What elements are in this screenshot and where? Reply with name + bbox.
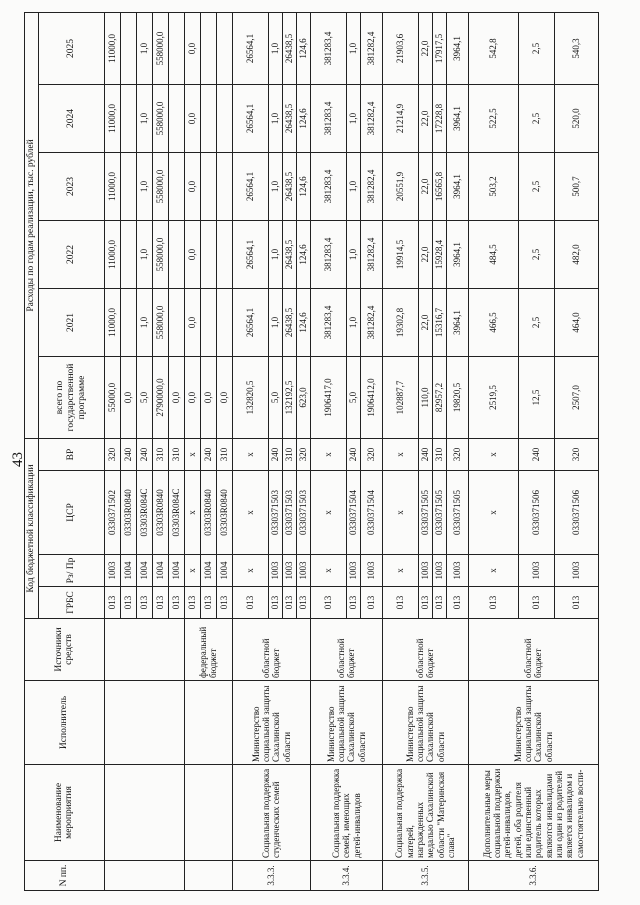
- year-value-cell: 3964,1: [446, 220, 468, 288]
- vr-cell: 240: [200, 438, 216, 470]
- csr-cell: 0330371503: [296, 471, 310, 555]
- year-value-cell: 22,0: [418, 288, 432, 356]
- year-value-cell: [120, 12, 136, 84]
- year-value-cell: 484,5: [468, 220, 518, 288]
- year-value-cell: 16565,8: [432, 152, 446, 220]
- year-value-cell: 26564,1: [232, 12, 268, 84]
- year-value-cell: 1,0: [268, 12, 282, 84]
- year-value-cell: 1,0: [136, 152, 152, 220]
- rzpr-cell: 1003: [554, 555, 598, 587]
- year-value-cell: 124,6: [296, 220, 310, 288]
- year-value-cell: 381283,4: [310, 84, 346, 152]
- header-exec: Исполнитель: [25, 681, 105, 765]
- rzpr-cell: 1003: [296, 555, 310, 587]
- year-value-cell: 22,0: [418, 220, 432, 288]
- table-row: [104, 12, 120, 890]
- csr-cell: 0330371505: [432, 471, 446, 555]
- total-cell: 5,0: [136, 356, 152, 438]
- year-value-cell: 26438,5: [282, 220, 296, 288]
- year-value-cell: 124,6: [296, 12, 310, 84]
- rzpr-cell: 1004: [200, 555, 216, 587]
- year-value-cell: 540,3: [554, 12, 598, 84]
- header-year-2023: 2023: [38, 152, 104, 220]
- grbs-cell: 013: [346, 587, 360, 619]
- grbs-cell: 013: [104, 587, 120, 619]
- rzpr-cell: 1004: [168, 555, 184, 587]
- year-value-cell: [216, 288, 232, 356]
- vr-cell: 320: [360, 438, 382, 470]
- year-value-cell: [200, 152, 216, 220]
- year-value-cell: [200, 12, 216, 84]
- rzpr-cell: x: [468, 555, 518, 587]
- csr-cell: x: [382, 471, 418, 555]
- csr-cell: 03303R084C: [168, 471, 184, 555]
- header-source: Источники средств: [25, 619, 105, 681]
- total-cell: 132192,5: [282, 356, 296, 438]
- funding-source: областной бюджет: [310, 619, 382, 681]
- year-value-cell: 26564,1: [232, 152, 268, 220]
- total-cell: 55000,0: [104, 356, 120, 438]
- rzpr-cell: 1004: [136, 555, 152, 587]
- year-value-cell: 1,0: [346, 12, 360, 84]
- year-value-cell: 381283,4: [310, 288, 346, 356]
- funding-source: областной бюджет: [232, 619, 310, 681]
- year-value-cell: 542,8: [468, 12, 518, 84]
- csr-cell: x: [184, 471, 200, 555]
- total-cell: 5,0: [346, 356, 360, 438]
- grbs-cell: 013: [432, 587, 446, 619]
- header-name: Наименование мероприятия: [25, 765, 105, 861]
- funding-source: [104, 619, 184, 681]
- funding-source: областной бюджет: [382, 619, 468, 681]
- year-value-cell: 3964,1: [446, 288, 468, 356]
- year-value-cell: 22,0: [418, 84, 432, 152]
- year-value-cell: [216, 152, 232, 220]
- vr-cell: 310: [168, 438, 184, 470]
- year-value-cell: 381282,4: [360, 152, 382, 220]
- total-cell: 12,5: [518, 356, 554, 438]
- csr-cell: 0330371506: [554, 471, 598, 555]
- header-grbs: ГРБС: [38, 587, 104, 619]
- year-value-cell: 26438,5: [282, 12, 296, 84]
- year-value-cell: [120, 84, 136, 152]
- executor: Министерство социальной защиты Сахалинской области: [310, 681, 382, 765]
- csr-cell: x: [232, 471, 268, 555]
- year-value-cell: 124,6: [296, 84, 310, 152]
- year-value-cell: [120, 288, 136, 356]
- row-number: 3.3.5.: [382, 861, 468, 891]
- vr-cell: 240: [120, 438, 136, 470]
- row-number: 3.3.3.: [232, 861, 310, 891]
- row-number: [184, 861, 232, 891]
- year-value-cell: [216, 220, 232, 288]
- rzpr-cell: x: [382, 555, 418, 587]
- rzpr-cell: 1003: [346, 555, 360, 587]
- year-value-cell: 381282,4: [360, 12, 382, 84]
- table-row: [382, 12, 418, 890]
- year-value-cell: [168, 220, 184, 288]
- year-value-cell: 558000,0: [152, 12, 168, 84]
- year-value-cell: [168, 288, 184, 356]
- measure-name: [104, 765, 184, 861]
- header-vr: ВР: [38, 438, 104, 470]
- rzpr-cell: x: [184, 555, 200, 587]
- vr-cell: 310: [432, 438, 446, 470]
- executor: Министерство социальной защиты Сахалинской области: [232, 681, 310, 765]
- rzpr-cell: 1003: [268, 555, 282, 587]
- grbs-cell: 013: [554, 587, 598, 619]
- csr-cell: 0330371503: [282, 471, 296, 555]
- grbs-cell: 013: [136, 587, 152, 619]
- vr-cell: 240: [346, 438, 360, 470]
- year-value-cell: [216, 84, 232, 152]
- total-cell: 0,0: [216, 356, 232, 438]
- year-value-cell: 1,0: [268, 152, 282, 220]
- rzpr-cell: 1003: [518, 555, 554, 587]
- year-value-cell: 381282,4: [360, 220, 382, 288]
- rzpr-cell: 1003: [104, 555, 120, 587]
- total-cell: 102887,7: [382, 356, 418, 438]
- year-value-cell: 1,0: [346, 84, 360, 152]
- rzpr-cell: 1003: [432, 555, 446, 587]
- year-value-cell: [200, 220, 216, 288]
- vr-cell: x: [310, 438, 346, 470]
- vr-cell: 240: [268, 438, 282, 470]
- vr-cell: 240: [518, 438, 554, 470]
- year-value-cell: 558000,0: [152, 84, 168, 152]
- row-number: 3.3.6.: [468, 861, 598, 891]
- year-value-cell: 11000,0: [104, 288, 120, 356]
- rzpr-cell: 1004: [152, 555, 168, 587]
- table-body: [104, 12, 598, 890]
- total-cell: 2507,0: [554, 356, 598, 438]
- year-value-cell: 558000,0: [152, 152, 168, 220]
- executor: Министерство социальной защиты Сахалинской области: [468, 681, 598, 765]
- total-cell: 1906412,0: [360, 356, 382, 438]
- year-value-cell: 2,5: [518, 84, 554, 152]
- header-year-2021: 2021: [38, 288, 104, 356]
- total-cell: 623,0: [296, 356, 310, 438]
- grbs-cell: 013: [518, 587, 554, 619]
- measure-name: [184, 765, 232, 861]
- year-value-cell: 2,5: [518, 12, 554, 84]
- year-value-cell: 381283,4: [310, 152, 346, 220]
- grbs-cell: 013: [282, 587, 296, 619]
- total-cell: 0,0: [120, 356, 136, 438]
- year-value-cell: [200, 288, 216, 356]
- year-value-cell: 520,0: [554, 84, 598, 152]
- total-cell: 132820,5: [232, 356, 268, 438]
- year-value-cell: 1,0: [268, 220, 282, 288]
- total-cell: 5,0: [268, 356, 282, 438]
- year-value-cell: 21214,9: [382, 84, 418, 152]
- csr-cell: 03303R0840: [200, 471, 216, 555]
- year-value-cell: 15928,4: [432, 220, 446, 288]
- csr-cell: 03303R084C: [136, 471, 152, 555]
- year-value-cell: 26438,5: [282, 84, 296, 152]
- csr-cell: 03303R0840: [216, 471, 232, 555]
- vr-cell: x: [382, 438, 418, 470]
- vr-cell: 320: [446, 438, 468, 470]
- csr-cell: 0330371503: [268, 471, 282, 555]
- year-value-cell: 1,0: [268, 288, 282, 356]
- grbs-cell: 013: [446, 587, 468, 619]
- year-value-cell: 0,0: [184, 288, 200, 356]
- vr-cell: 310: [282, 438, 296, 470]
- total-cell: 82957,2: [432, 356, 446, 438]
- total-cell: 19820,5: [446, 356, 468, 438]
- funding-source: федеральный бюджет: [184, 619, 232, 681]
- rzpr-cell: 1003: [360, 555, 382, 587]
- vr-cell: 240: [136, 438, 152, 470]
- year-value-cell: 558000,0: [152, 220, 168, 288]
- year-value-cell: 0,0: [184, 220, 200, 288]
- csr-cell: 0330371505: [418, 471, 432, 555]
- rzpr-cell: 1003: [446, 555, 468, 587]
- budget-table: [24, 12, 599, 891]
- grbs-cell: 013: [468, 587, 518, 619]
- csr-cell: 0330371504: [346, 471, 360, 555]
- year-value-cell: 381283,4: [310, 220, 346, 288]
- year-value-cell: 0,0: [184, 152, 200, 220]
- year-value-cell: 3964,1: [446, 152, 468, 220]
- year-value-cell: 21903,6: [382, 12, 418, 84]
- vr-cell: 320: [296, 438, 310, 470]
- year-value-cell: 558000,0: [152, 288, 168, 356]
- header-expenses: Расходы по годам реализации, тыс. рублей: [25, 12, 39, 438]
- rzpr-cell: x: [310, 555, 346, 587]
- header-year-2024: 2024: [38, 84, 104, 152]
- total-cell: 2790000,0: [152, 356, 168, 438]
- header-num: N пп.: [25, 861, 105, 891]
- year-value-cell: 2,5: [518, 220, 554, 288]
- executor: [184, 681, 232, 765]
- funding-source: областной бюджет: [468, 619, 598, 681]
- year-value-cell: 26564,1: [232, 220, 268, 288]
- grbs-cell: 013: [268, 587, 282, 619]
- year-value-cell: [120, 220, 136, 288]
- vr-cell: 320: [554, 438, 598, 470]
- year-value-cell: 1,0: [136, 84, 152, 152]
- vr-cell: 310: [152, 438, 168, 470]
- year-value-cell: 26564,1: [232, 84, 268, 152]
- vr-cell: x: [468, 438, 518, 470]
- rzpr-cell: 1003: [282, 555, 296, 587]
- header-year-2025: 2025: [38, 12, 104, 84]
- grbs-cell: 013: [296, 587, 310, 619]
- grbs-cell: 013: [184, 587, 200, 619]
- year-value-cell: 26438,5: [282, 288, 296, 356]
- year-value-cell: 1,0: [136, 12, 152, 84]
- csr-cell: 0330371504: [360, 471, 382, 555]
- year-value-cell: 1,0: [346, 152, 360, 220]
- header-total: всего по государственной программе: [38, 356, 104, 438]
- vr-cell: x: [184, 438, 200, 470]
- executor: [104, 681, 184, 765]
- vr-cell: 310: [216, 438, 232, 470]
- rzpr-cell: 1003: [418, 555, 432, 587]
- year-value-cell: [168, 12, 184, 84]
- year-value-cell: 11000,0: [104, 220, 120, 288]
- grbs-cell: 013: [200, 587, 216, 619]
- year-value-cell: 11000,0: [104, 84, 120, 152]
- csr-cell: x: [468, 471, 518, 555]
- year-value-cell: 124,6: [296, 288, 310, 356]
- table-row: [310, 12, 346, 890]
- year-value-cell: 15316,7: [432, 288, 446, 356]
- year-value-cell: 17917,5: [432, 12, 446, 84]
- year-value-cell: 1,0: [346, 220, 360, 288]
- header-year-2022: 2022: [38, 220, 104, 288]
- year-value-cell: 22,0: [418, 152, 432, 220]
- year-value-cell: 381282,4: [360, 84, 382, 152]
- year-value-cell: 2,5: [518, 152, 554, 220]
- csr-cell: 03303R0840: [120, 471, 136, 555]
- header-rzpr: Рз/ Пр: [38, 555, 104, 587]
- year-value-cell: 522,5: [468, 84, 518, 152]
- year-value-cell: [168, 84, 184, 152]
- table-row: [468, 12, 518, 890]
- year-value-cell: 0,0: [184, 12, 200, 84]
- header-kbk: Код бюджетной классификации: [25, 438, 39, 618]
- year-value-cell: 17228,8: [432, 84, 446, 152]
- year-value-cell: 381283,4: [310, 12, 346, 84]
- total-cell: 2519,5: [468, 356, 518, 438]
- year-value-cell: 11000,0: [104, 12, 120, 84]
- year-value-cell: 1,0: [136, 288, 152, 356]
- total-cell: 0,0: [168, 356, 184, 438]
- row-number: [104, 861, 184, 891]
- csr-cell: 0330371505: [446, 471, 468, 555]
- year-value-cell: 464,0: [554, 288, 598, 356]
- grbs-cell: 013: [418, 587, 432, 619]
- year-value-cell: 500,7: [554, 152, 598, 220]
- year-value-cell: 503,2: [468, 152, 518, 220]
- csr-cell: x: [310, 471, 346, 555]
- csr-cell: 03303R0840: [152, 471, 168, 555]
- year-value-cell: 3964,1: [446, 12, 468, 84]
- year-value-cell: 0,0: [184, 84, 200, 152]
- grbs-cell: 013: [360, 587, 382, 619]
- rzpr-cell: 1004: [216, 555, 232, 587]
- year-value-cell: 124,6: [296, 152, 310, 220]
- csr-cell: 0330371506: [518, 471, 554, 555]
- year-value-cell: 2,5: [518, 288, 554, 356]
- grbs-cell: 013: [382, 587, 418, 619]
- measure-name: Социальная поддержка матерей, награжденных медалью Сахалинской области "Материнская слава": [382, 765, 468, 861]
- year-value-cell: [168, 152, 184, 220]
- vr-cell: 240: [418, 438, 432, 470]
- year-value-cell: 1,0: [268, 84, 282, 152]
- executor: Министерство социальной защиты Сахалинской области: [382, 681, 468, 765]
- rzpr-cell: 1004: [120, 555, 136, 587]
- year-value-cell: [120, 152, 136, 220]
- grbs-cell: 013: [216, 587, 232, 619]
- year-value-cell: [216, 12, 232, 84]
- year-value-cell: 26438,5: [282, 152, 296, 220]
- total-cell: 110,0: [418, 356, 432, 438]
- total-cell: 0,0: [184, 356, 200, 438]
- year-value-cell: 381282,4: [360, 288, 382, 356]
- vr-cell: 320: [104, 438, 120, 470]
- year-value-cell: 482,0: [554, 220, 598, 288]
- grbs-cell: 013: [168, 587, 184, 619]
- measure-name: Дополнительные меры социальной поддержки детей-инвалидов, детей, оба родителя или единственный родитель которых являются инвалидами или один из родителей является инвалидом и самостоятельно воспи-: [468, 765, 598, 861]
- year-value-cell: 19302,8: [382, 288, 418, 356]
- year-value-cell: [200, 84, 216, 152]
- year-value-cell: 466,5: [468, 288, 518, 356]
- grbs-cell: 013: [232, 587, 268, 619]
- year-value-cell: 11000,0: [104, 152, 120, 220]
- year-value-cell: 20551,9: [382, 152, 418, 220]
- year-value-cell: 1,0: [346, 288, 360, 356]
- total-cell: 1906417,0: [310, 356, 346, 438]
- year-value-cell: 1,0: [136, 220, 152, 288]
- grbs-cell: 013: [310, 587, 346, 619]
- header-csr: ЦСР: [38, 471, 104, 555]
- vr-cell: x: [232, 438, 268, 470]
- page-number: 43: [10, 452, 26, 467]
- table-row: [232, 12, 268, 890]
- total-cell: 0,0: [200, 356, 216, 438]
- csr-cell: 0330371502: [104, 471, 120, 555]
- grbs-cell: 013: [120, 587, 136, 619]
- measure-name: Социальная поддержка семей, имеющих детей-инвалидов: [310, 765, 382, 861]
- year-value-cell: 22,0: [418, 12, 432, 84]
- grbs-cell: 013: [152, 587, 168, 619]
- year-value-cell: 26564,1: [232, 288, 268, 356]
- rzpr-cell: x: [232, 555, 268, 587]
- measure-name: Социальная поддержка студенческих семей: [232, 765, 310, 861]
- row-number: 3.3.4.: [310, 861, 382, 891]
- year-value-cell: 3964,1: [446, 84, 468, 152]
- table-row: [184, 12, 200, 890]
- year-value-cell: 19914,5: [382, 220, 418, 288]
